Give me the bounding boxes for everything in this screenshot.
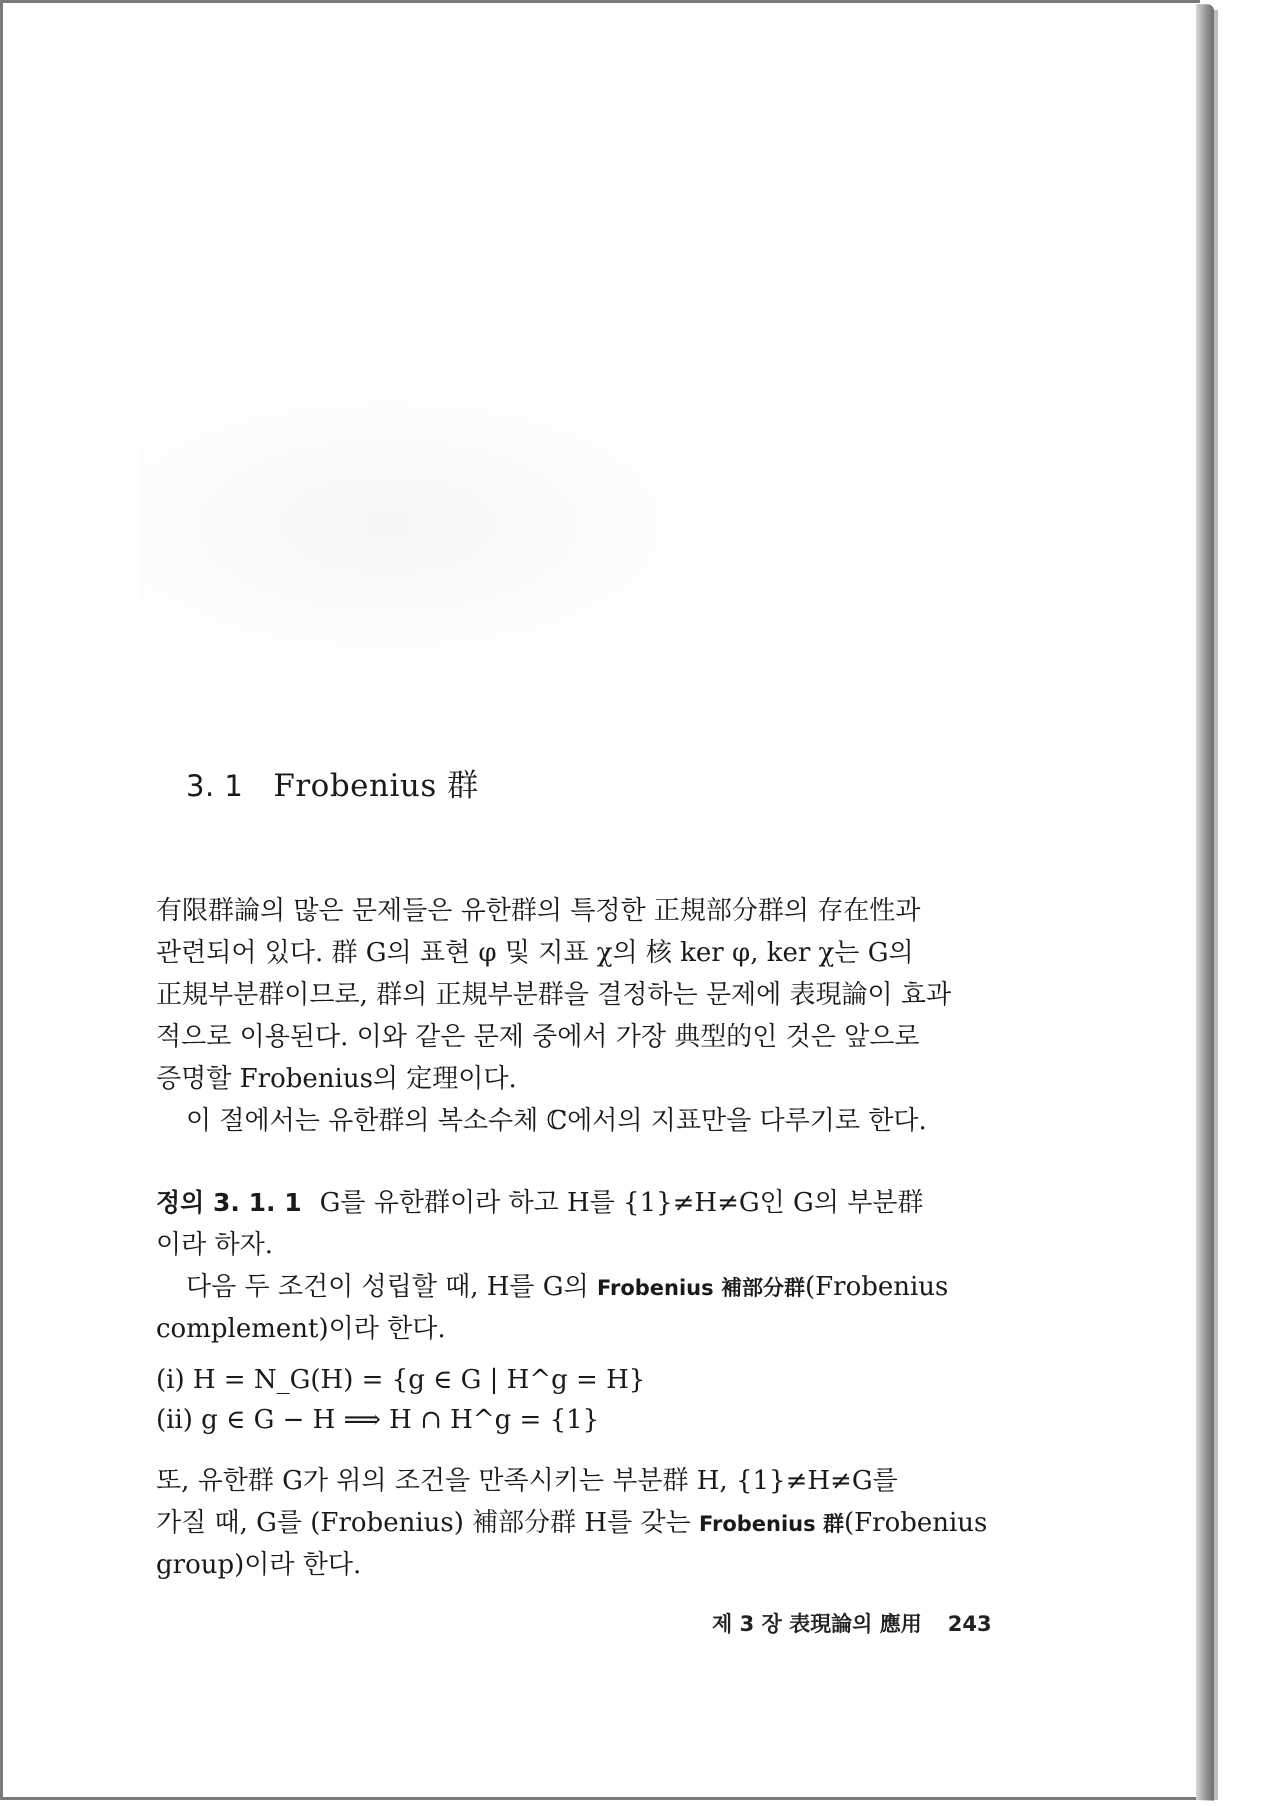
page-number: 243 [947,1612,992,1636]
condition-item: (ii) g ∈ G − H ⟹ H ∩ H^g = {1} [156,1405,600,1435]
section-title: Frobenius 群 [273,768,479,804]
intro-line: 有限群論의 많은 문제들은 유한群의 특정한 正規部分群의 存在性과 [156,896,921,926]
condition-item: (i) H = N_G(H) = {g ∈ G | H^g = H} [156,1365,646,1395]
definition-text: (Frobenius [804,1272,949,1302]
closing-paragraph [156,1460,1046,1586]
closing-line: 또, 유한群 G가 위의 조건을 만족시키는 부분群 H, {1}≠H≠G를 [156,1466,898,1496]
definition-line [156,1266,1046,1308]
conditions-list [156,1360,645,1440]
frobenius-complement-term: Frobenius 補部分群 [596,1276,805,1300]
intro-line: 正規부분群이므로, 群의 正規부분群을 결정하는 문제에 表現論이 효과 [156,980,952,1010]
intro-last-line: 이 절에서는 유한群의 복소수체 ℂ에서의 지표만을 다루기로 한다. [186,1106,927,1136]
intro-line: 관련되어 있다. 群 G의 표현 φ 및 지표 χ의 核 ker φ, ker χ는 G의 [156,938,914,968]
page-footer [712,1608,992,1638]
print-through-shadow [140,360,760,690]
definition-text: 다음 두 조건이 성립할 때, H를 G의 [186,1272,589,1302]
frobenius-group-term: Frobenius 群 [698,1512,844,1536]
page-edge-shadow [1214,10,1218,1800]
definition-text: G를 유한群이라 하고 H를 {1}≠H≠G인 G의 부분群 [319,1188,924,1218]
closing-text: 가질 때, G를 (Frobenius) 補部分群 H를 갖는 [156,1508,691,1538]
section-heading [186,760,479,805]
intro-line: 증명할 Frobenius의 定理이다. [156,1064,517,1094]
definition-line: complement)이라 한다. [156,1314,446,1344]
definition-line: 이라 하자. [156,1230,273,1260]
closing-text: (Frobenius [843,1508,988,1538]
section-number: 3. 1 [186,769,244,803]
running-header-chapter: 제 3 장 表現論의 應用 [712,1612,922,1636]
definition-block [156,1182,1046,1350]
definition-line [156,1182,1046,1224]
intro-line: 적으로 이용된다. 이와 같은 문제 중에서 가장 典型的인 것은 앞으로 [156,1022,920,1052]
page-edge [1196,4,1214,1801]
definition-label: 정의 3. 1. 1 [156,1188,302,1217]
closing-line: group)이라 한다. [156,1550,362,1580]
closing-line [156,1502,1046,1544]
intro-paragraph [156,890,1046,1142]
